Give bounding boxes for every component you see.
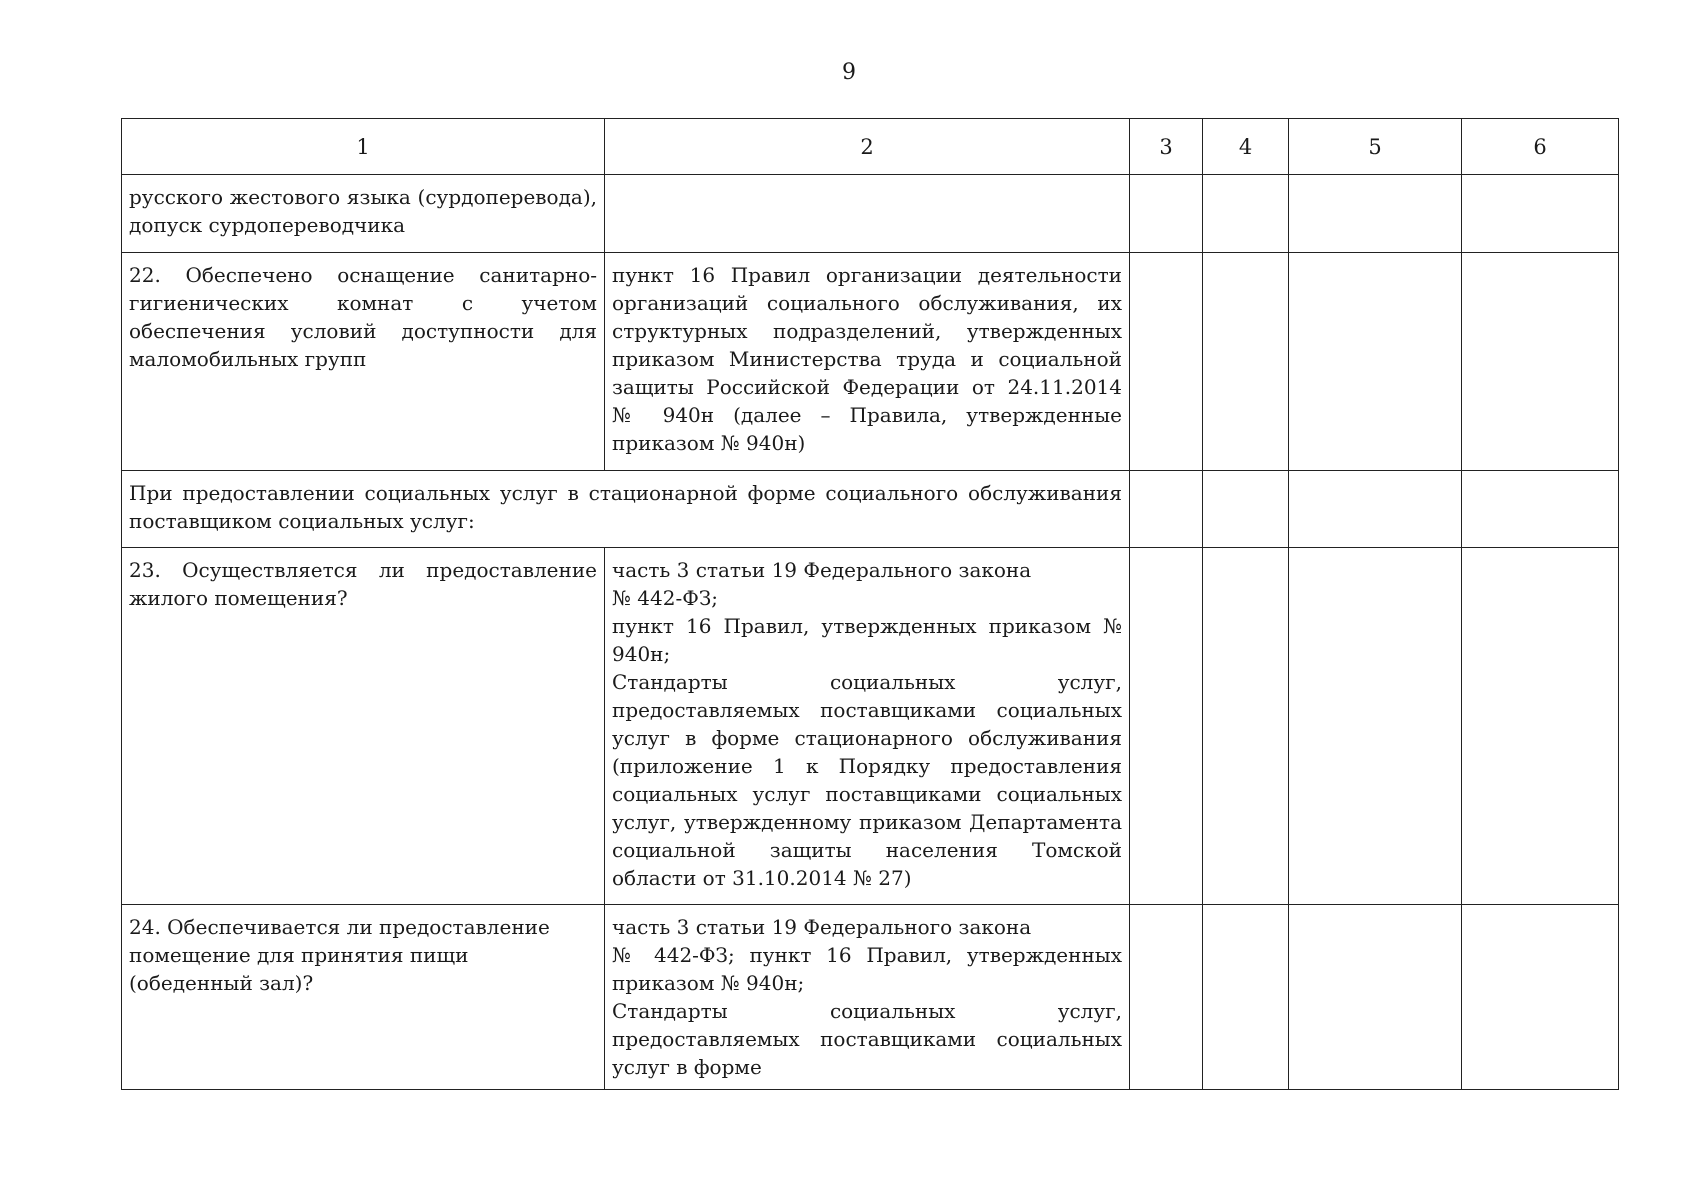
column-header: 1 xyxy=(122,119,605,175)
answer-cell xyxy=(1130,905,1203,1090)
column-header: 2 xyxy=(605,119,1130,175)
answer-cell xyxy=(1203,253,1289,471)
checklist-table xyxy=(121,118,1619,1090)
answer-cell xyxy=(1462,253,1619,471)
column-header: 3 xyxy=(1130,119,1203,175)
table-header-row xyxy=(122,119,1619,175)
legal-basis-text: пункт 16 Правил организации деятельности организаций социального обслуживания, их структурных подразделений, утвержденных приказом Министерства труда и социальной защиты Российской Федерации от 24.11.2014 № 940н (далее – Правила, утвержденные приказом № 940н) xyxy=(612,263,1122,455)
answer-cell xyxy=(1289,471,1462,548)
answer-cell xyxy=(1289,548,1462,905)
legal-basis-cell xyxy=(605,905,1130,1090)
answer-cell xyxy=(1203,471,1289,548)
column-header: 4 xyxy=(1203,119,1289,175)
answer-cell xyxy=(1289,175,1462,253)
legal-basis-text: часть 3 статьи 19 Федерального закона xyxy=(612,915,1032,939)
column-header: 6 xyxy=(1462,119,1619,175)
table-row xyxy=(122,253,1619,471)
answer-cell xyxy=(1462,905,1619,1090)
answer-cell xyxy=(1203,905,1289,1090)
legal-basis-cell xyxy=(605,253,1130,471)
legal-basis-text: № 442-ФЗ; пункт 16 Правил, утвержденных приказом № 940н; xyxy=(612,943,1122,995)
question-cell: 22. Обеспечено оснащение санитарно-гигиенических комнат с учетом обеспечения условий доступности для маломобильных групп xyxy=(122,253,605,471)
legal-basis-cell xyxy=(605,175,1130,253)
legal-basis-text: № 442-ФЗ; xyxy=(612,586,719,610)
answer-cell xyxy=(1462,548,1619,905)
column-header: 5 xyxy=(1289,119,1462,175)
question-cell: русского жестового языка (сурдоперевода), допуск сурдопереводчика xyxy=(122,175,605,253)
table-row xyxy=(122,548,1619,905)
answer-cell xyxy=(1130,175,1203,253)
answer-cell xyxy=(1130,253,1203,471)
legal-basis-cell xyxy=(605,548,1130,905)
answer-cell xyxy=(1130,548,1203,905)
question-cell: 24. Обеспечивается ли предоставление помещение для принятия пищи (обеденный зал)? xyxy=(122,905,605,1090)
table-row xyxy=(122,175,1619,253)
legal-basis-text: Стандарты социальных услуг, предоставляемых поставщиками социальных услуг в форме xyxy=(612,999,1122,1079)
legal-basis-text: Стандарты социальных услуг, предоставляемых поставщиками социальных услуг в форме стационарного обслуживания (приложение 1 к Порядку предоставления социальных услуг поставщиками социальных услуг, утвержденному приказом Департамента социальной защиты населения Томской области от 31.10.2014 № 27) xyxy=(612,670,1122,890)
answer-cell xyxy=(1203,175,1289,253)
section-heading-cell: При предоставлении социальных услуг в стационарной форме социального обслуживания поставщиком социальных услуг: xyxy=(122,471,1130,548)
question-cell: 23. Осуществляется ли предоставление жилого помещения? xyxy=(122,548,605,905)
table-row xyxy=(122,471,1619,548)
answer-cell xyxy=(1130,471,1203,548)
legal-basis-text: пункт 16 Правил, утвержденных приказом № 940н; xyxy=(612,614,1122,666)
answer-cell xyxy=(1462,471,1619,548)
answer-cell xyxy=(1289,253,1462,471)
legal-basis-text: часть 3 статьи 19 Федерального закона xyxy=(612,558,1032,582)
answer-cell xyxy=(1203,548,1289,905)
page-number: 9 xyxy=(842,60,856,85)
answer-cell xyxy=(1462,175,1619,253)
table-row xyxy=(122,905,1619,1090)
answer-cell xyxy=(1289,905,1462,1090)
